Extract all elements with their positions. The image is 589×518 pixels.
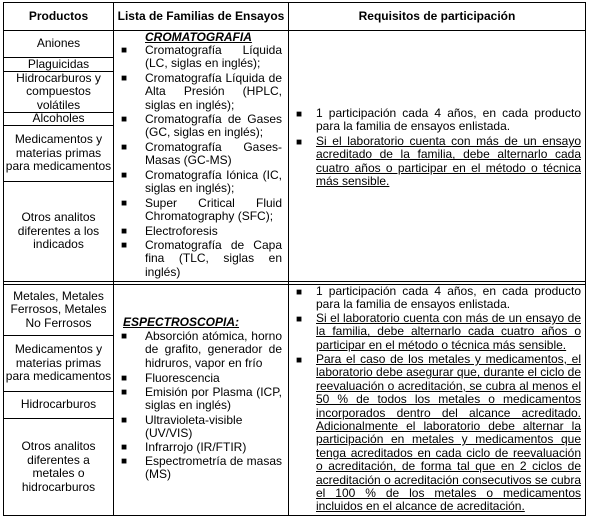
family-item: Ultravioleta-visible (UV/VIS) — [145, 413, 243, 441]
family-item: Electroforesis — [145, 224, 218, 238]
bullet-icon: ■ — [121, 387, 128, 398]
family-item: Absorción atómica, horno de grafito, generador de hidruros, vapor en frío — [145, 329, 282, 370]
bullet-icon: ■ — [296, 355, 303, 366]
family-item: Fluorescencia — [145, 371, 220, 385]
family-item: Infrarrojo (IR/FTIR) — [145, 440, 247, 454]
column-divider-2 — [288, 2, 289, 516]
family-item: Cromatografía Líquida de Alta Presión (HPLC, siglas en inglés); — [145, 71, 282, 112]
product-cell: Medicamentos y materias primas para medicamentos — [5, 132, 112, 174]
product-cell: Hidrocarburos — [20, 397, 97, 412]
family-item: Cromatografía de Gases (GC, siglas en inglés); — [145, 112, 282, 140]
bullet-icon: ■ — [121, 331, 128, 342]
bullet-icon: ■ — [296, 137, 303, 148]
bullet-icon: ■ — [121, 142, 128, 153]
requirement-item: 1 participación cada 4 años, en cada producto para la familia de ensayos enlistada. — [316, 106, 581, 134]
family-item: Cromatografía Líquida (LC, siglas en inglés); — [145, 43, 282, 71]
family-item: Cromatografía de Capa fina (TLC, siglas en inglés) — [145, 238, 282, 279]
requirement-item: Si el laboratorio cuenta con más de un ensayo acreditado de la familia, debe alternarlo cada cuatro años o participar en el método o técnica más sensible. — [316, 134, 581, 189]
column-divider-1 — [113, 2, 114, 516]
product-cell: Otros analitos diferentes a los indicados — [17, 210, 100, 252]
requirement-item: Si el laboratorio cuenta con más de un ensayo de la familia, debe alternarlo cada cuatro años o participar en el método o técnica más sensible. — [316, 311, 581, 352]
header-requirements: Requisitos de participación — [358, 9, 516, 23]
header-families: Lista de Familias de Ensayos — [117, 9, 285, 23]
family-item: Cromatografía Iónica (IC, siglas en inglés); — [145, 168, 282, 196]
header-products: Productos — [28, 9, 89, 23]
section-divider-a — [3, 281, 586, 282]
bullet-icon: ■ — [121, 456, 128, 467]
bullet-icon: ■ — [296, 109, 303, 120]
product-cell: Hidrocarburos y compuestos volátiles — [16, 70, 101, 112]
table-border-bottom — [3, 515, 586, 516]
family-title-chromatography: CROMATOGRAFIA — [145, 30, 252, 44]
family-item: Super Critical Fluid Chromatography (SFC); — [145, 196, 282, 224]
bullet-icon: ■ — [121, 442, 128, 453]
bullet-icon: ■ — [121, 198, 128, 209]
family-item: Cromatografía Gases-Masas (GC-MS) — [145, 140, 282, 168]
product-cell: Aniones — [36, 36, 81, 51]
bullet-icon: ■ — [121, 240, 128, 251]
bullet-icon: ■ — [121, 170, 128, 181]
bullet-icon: ■ — [296, 287, 303, 298]
table-border-right — [585, 2, 586, 516]
product-cell: Plaguicidas — [27, 56, 90, 71]
family-item: Emisión por Plasma (ICP, siglas en inglés) — [145, 385, 282, 413]
bullet-icon: ■ — [121, 73, 128, 84]
requirement-item: Para el caso de los metales y medicamentos, el laboratorio debe asegurar que, durante el ciclo de reevaluación o acreditación, se cubra al menos el 50 % de todos los metales o medicamentos incorporados dentro del alcance acreditado. Adicionalmente el laboratorio debe alternar la participación en metales y medicamentos que tenga acreditados en cada ciclo de reevaluación o acreditación, de forma tal que en 2 ciclos de acreditación o acreditación consecutivos se cubra el 100 % de los metales o medicamentos incluidos en el alcance de acreditación. — [316, 352, 581, 514]
family-item: Espectrometría de masas (MS) — [145, 454, 282, 482]
bullet-icon: ■ — [121, 114, 128, 125]
product-cell: Metales, Metales Ferrosos, Metales No Ferrosos — [10, 288, 107, 330]
product-cell: Medicamentos y materias primas para medicamentos — [5, 342, 112, 384]
family-title-spectroscopy: ESPECTROSCOPIA: — [123, 315, 240, 329]
product-cell: Otros analitos diferentes a metales o hidrocarburos — [21, 439, 96, 494]
bullet-icon: ■ — [296, 314, 303, 325]
bullet-icon: ■ — [121, 415, 128, 426]
bullet-icon: ■ — [121, 373, 128, 384]
requirement-item: 1 participación cada 4 años, en cada producto para la familia de ensayos enlistada. — [316, 284, 581, 312]
bullet-icon: ■ — [121, 45, 128, 56]
product-cell: Alcoholes — [32, 111, 85, 126]
bullet-icon: ■ — [121, 226, 128, 237]
